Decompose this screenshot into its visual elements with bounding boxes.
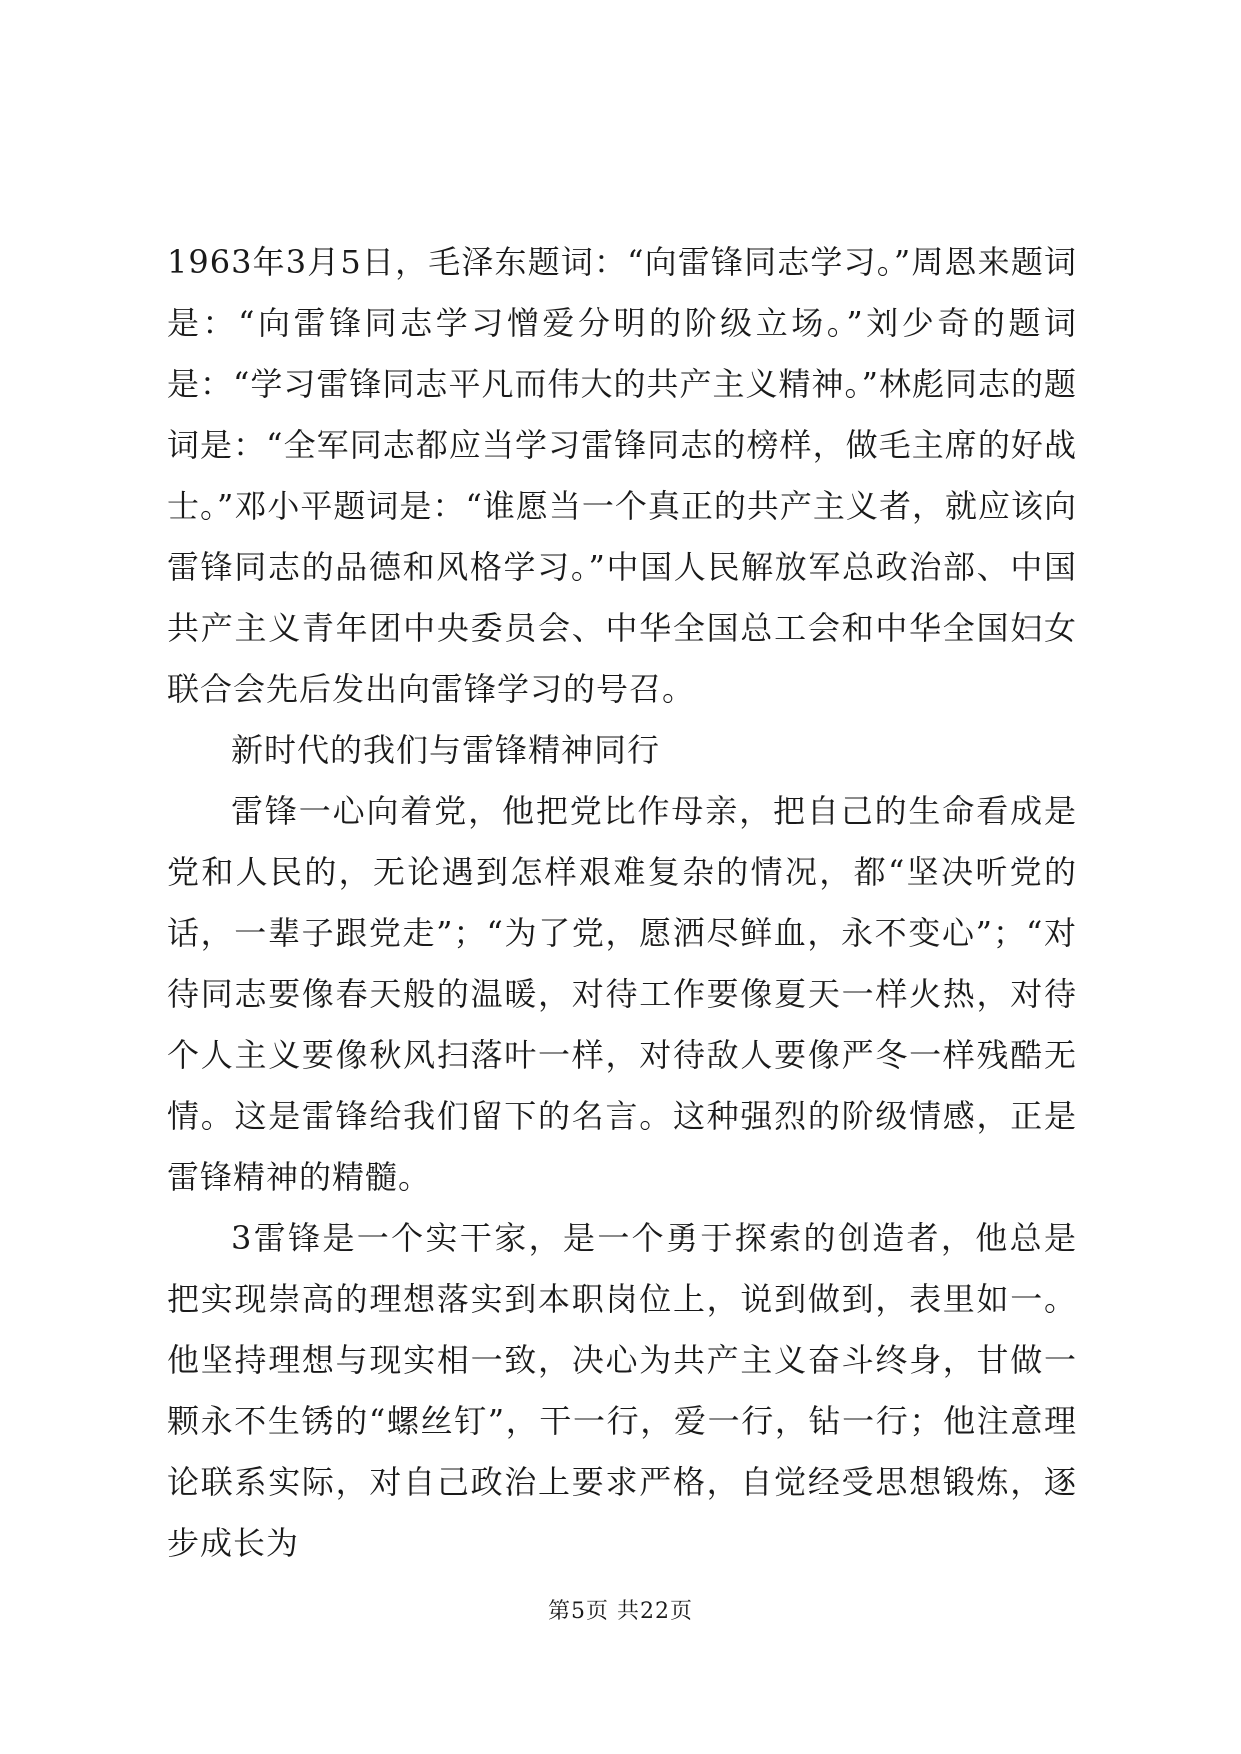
paragraph-loyalty: 雷锋一心向着党，他把党比作母亲，把自己的生命看成是党和人民的，无论遇到怎样艰难复杂的情况，都“坚决听党的话，一辈子跟党走”；“为了党，愿洒尽鲜血，永不变心”；“对待同志要像春天般的温暖，对待工作要像夏天一样火热，对待个人主义要像秋风扫落叶一样，对待敌人要像严冬一样残酷无情。这是雷锋给我们留下的名言。这种强烈的阶级情感，正是雷锋精神的精髓。 <box>167 792 1077 1196</box>
page-number-footer: 第5页 共22页 <box>548 1599 693 1624</box>
paragraph-inscriptions: 1963年3月5日，毛泽东题词：“向雷锋同志学习。”周恩来题词是：“向雷锋同志学习憎爱分明的阶级立场。”刘少奇的题词是：“学习雷锋同志平凡而伟大的共产主义精神。”林彪同志的题词是：“全军同志都应当学习雷锋同志的榜样，做毛主席的好战士。”邓小平题词是：“谁愿当一个真正的共产主义者，就应该向雷锋同志的品德和风格学习。”中国人民解放军总政治部、中国共产主义青年团中央委员会、中华全国总工会和中华全国妇女联合会先后发出向雷锋学习的号召。 <box>167 243 1077 708</box>
paragraph-heading: 新时代的我们与雷锋精神同行 <box>231 731 661 769</box>
document-body <box>167 232 1077 1574</box>
paragraph-practitioner: 3雷锋是一个实干家，是一个勇于探索的创造者，他总是把实现崇高的理想落实到本职岗位上，说到做到，表里如一。他坚持理想与现实相一致，决心为共产主义奋斗终身，甘做一颗永不生锈的“螺丝钉”，干一行，爱一行，钻一行；他注意理论联系实际，对自己政治上要求严格，自觉经受思想锻炼，逐步成长为 <box>167 1219 1077 1562</box>
